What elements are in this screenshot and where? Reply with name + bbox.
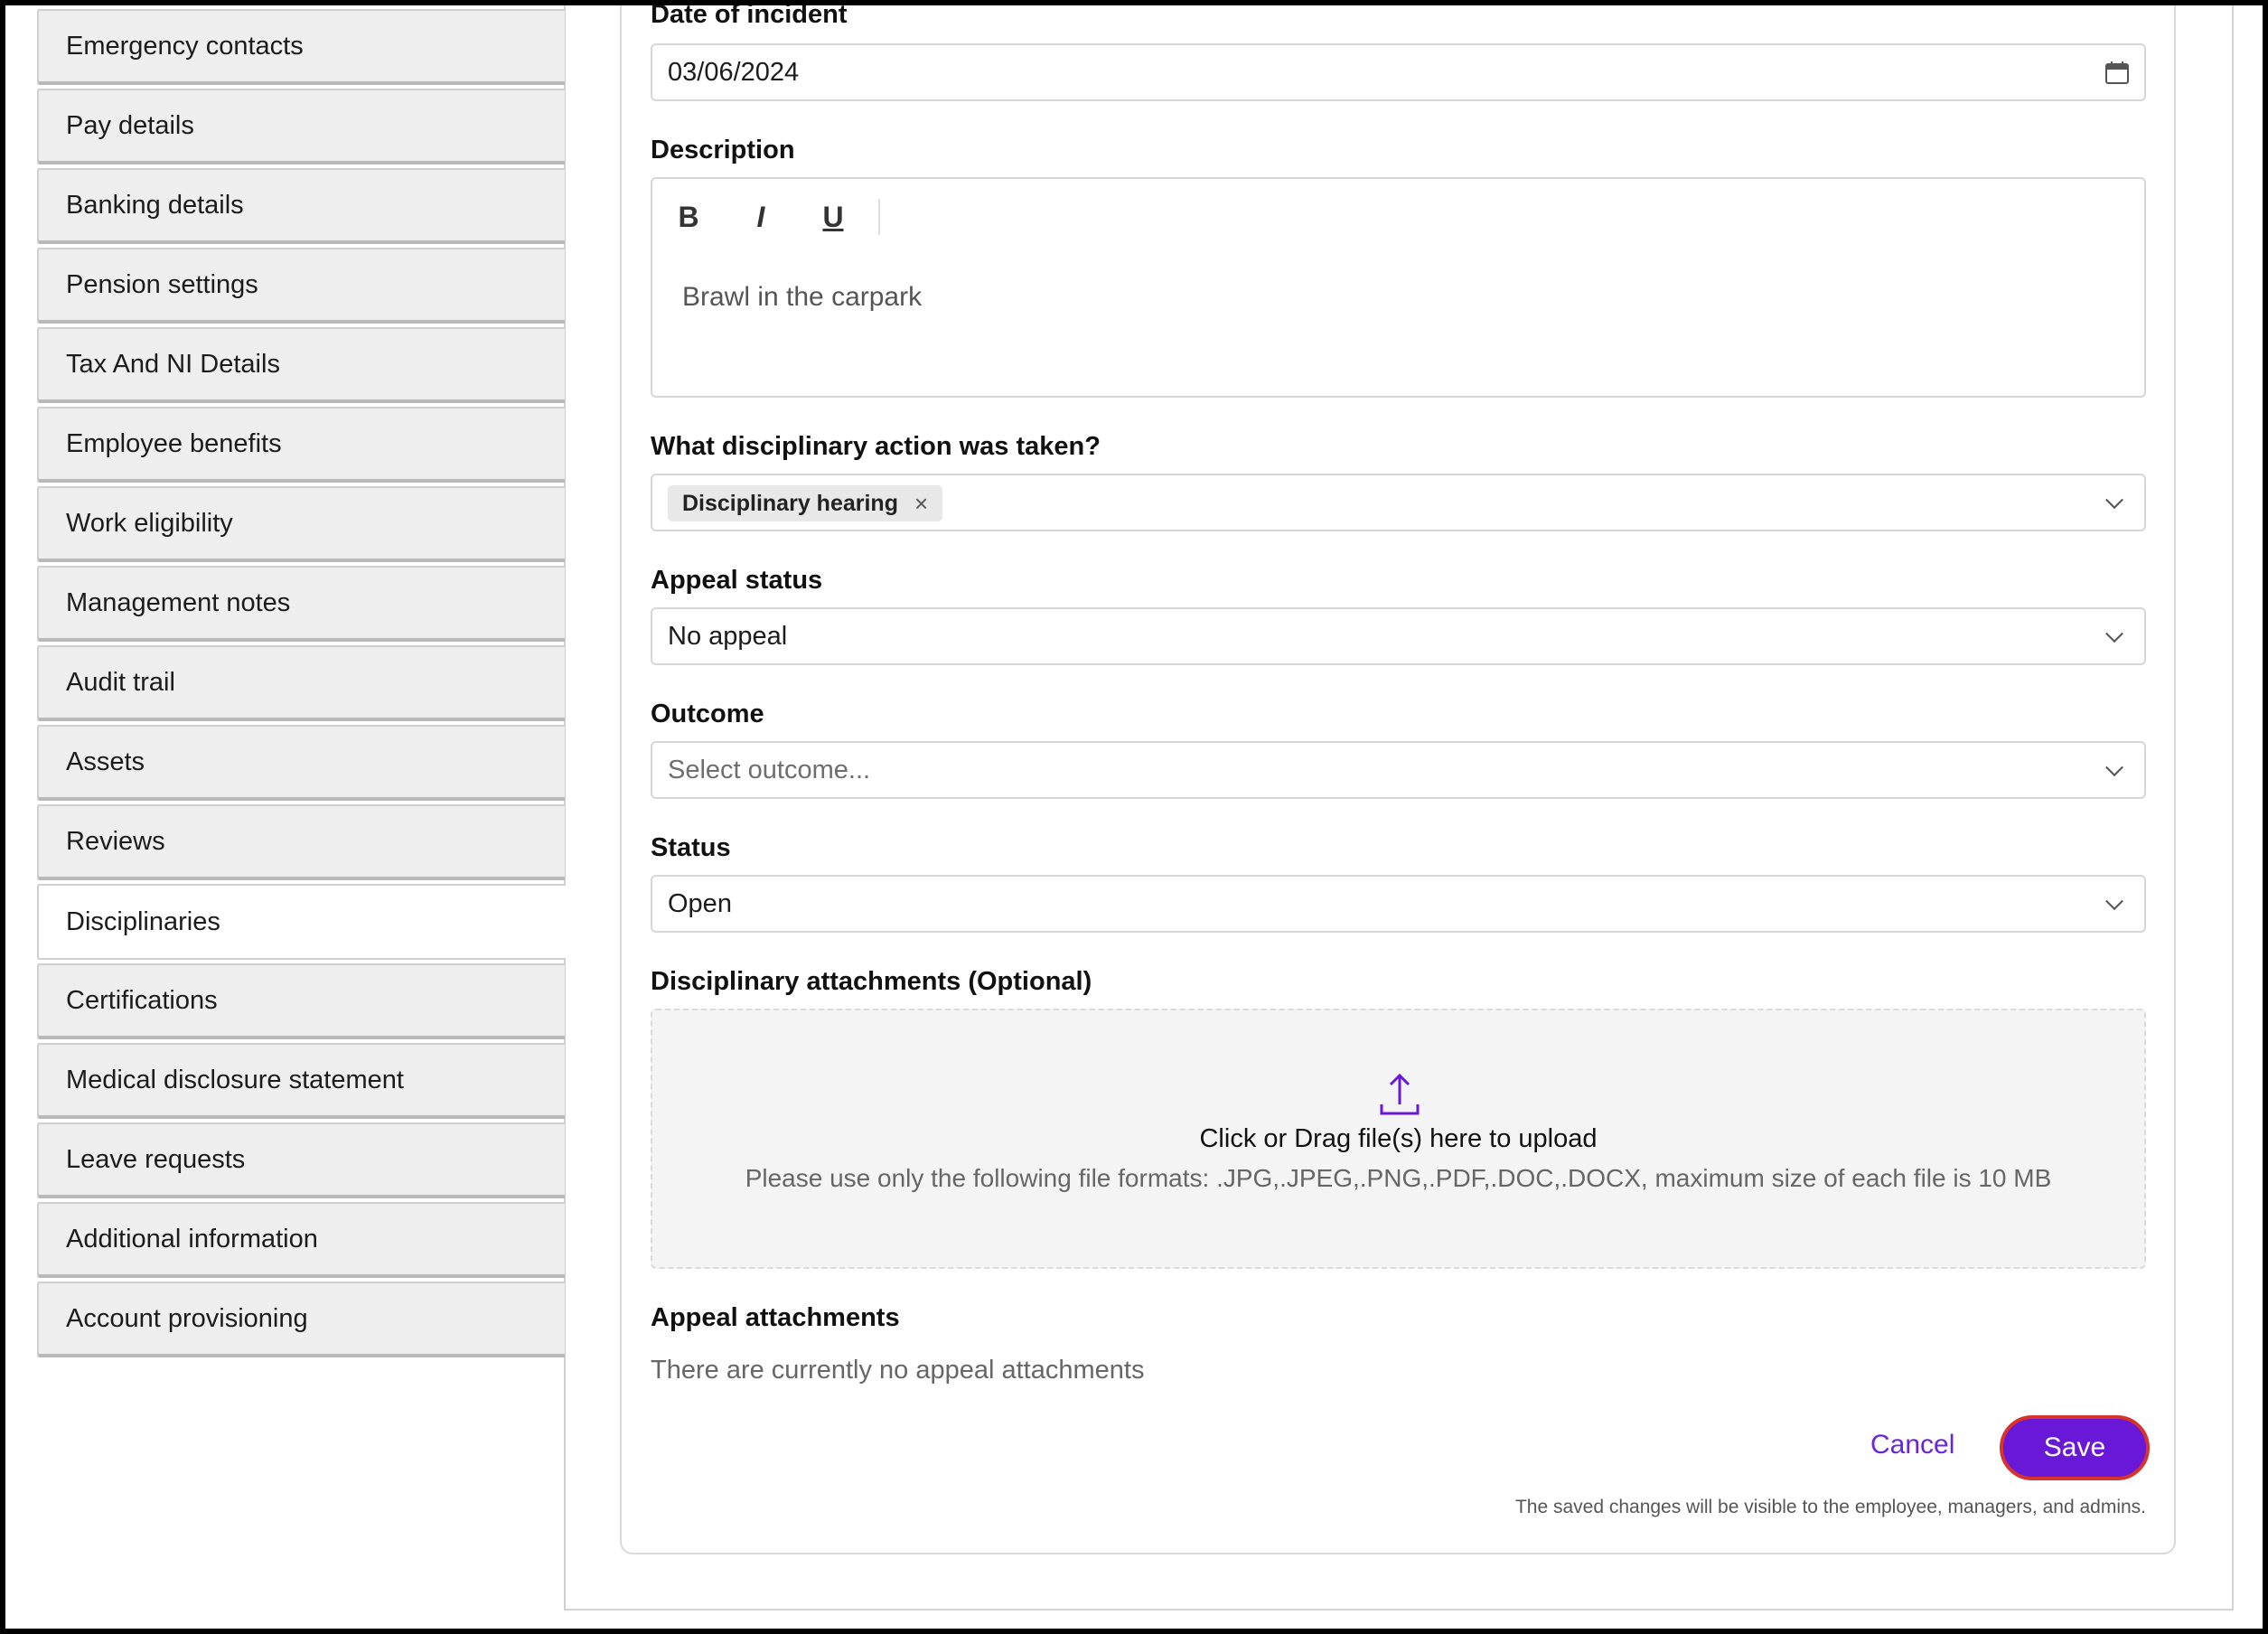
chevron-down-icon[interactable] — [2105, 624, 2123, 643]
sidebar-item-emergency-contacts[interactable]: Emergency contacts — [37, 9, 565, 85]
toolbar-separator — [878, 199, 880, 235]
upload-title: Click or Drag file(s) here to upload — [1199, 1124, 1598, 1153]
italic-button[interactable]: I — [756, 200, 765, 233]
status-label: Status — [651, 833, 731, 862]
chevron-down-icon[interactable] — [2105, 758, 2123, 776]
upload-hint: Please use only the following file formats: .JPG,.JPEG,.PNG,.PDF,.DOC,.DOCX, maximum size of each file is 10 MB — [745, 1164, 2052, 1192]
chip-remove-icon[interactable]: × — [914, 489, 929, 517]
appeal-status-value: No appeal — [668, 621, 788, 651]
date-of-incident-value: 03/06/2024 — [668, 57, 800, 87]
calendar-icon[interactable] — [2104, 60, 2130, 85]
cancel-button[interactable]: Cancel — [1870, 1430, 1955, 1460]
outcome-select[interactable] — [651, 741, 2146, 799]
date-of-incident-label: Date of incident — [651, 0, 848, 29]
description-editor[interactable] — [651, 177, 2146, 398]
status-value: Open — [668, 888, 732, 918]
sidebar-item-certifications[interactable]: Certifications — [37, 963, 565, 1039]
chip-label: Disciplinary hearing — [682, 490, 898, 516]
save-footnote: The saved changes will be visible to the employee, managers, and admins. — [1514, 1497, 2146, 1517]
file-upload-dropzone[interactable] — [651, 1009, 2146, 1269]
date-of-incident-input[interactable] — [651, 43, 2146, 101]
sidebar-item-pension-settings[interactable]: Pension settings — [37, 248, 565, 324]
appeal-attachments-empty-text: There are currently no appeal attachments — [651, 1356, 1145, 1385]
sidebar-item-disciplinaries[interactable]: Disciplinaries — [37, 884, 565, 960]
chevron-down-icon[interactable] — [2105, 892, 2123, 910]
save-button[interactable]: Save — [2000, 1415, 2150, 1480]
sidebar-item-leave-requests[interactable]: Leave requests — [37, 1122, 565, 1198]
upload-icon — [1379, 1072, 1420, 1117]
sidebar-item-reviews[interactable]: Reviews — [37, 804, 565, 880]
sidebar-item-additional-information[interactable]: Additional information — [37, 1202, 565, 1278]
description-text[interactable]: Brawl in the carpark — [682, 282, 923, 312]
sidebar-item-medical-disclosure-statement[interactable]: Medical disclosure statement — [37, 1043, 565, 1119]
sidebar-item-pay-details[interactable]: Pay details — [37, 89, 565, 164]
sidebar-item-employee-benefits[interactable]: Employee benefits — [37, 407, 565, 483]
bold-button[interactable]: B — [678, 200, 699, 233]
sidebar-item-audit-trail[interactable]: Audit trail — [37, 645, 565, 721]
underline-button[interactable]: U — [822, 200, 844, 233]
appeal-status-label: Appeal status — [651, 566, 823, 595]
appeal-attachments-label: Appeal attachments — [651, 1303, 900, 1332]
sidebar-item-account-provisioning[interactable]: Account provisioning — [37, 1282, 565, 1357]
sidebar-item-banking-details[interactable]: Banking details — [37, 168, 565, 244]
sidebar-item-work-eligibility[interactable]: Work eligibility — [37, 486, 565, 562]
disciplinary-action-label: What disciplinary action was taken? — [651, 432, 1101, 461]
sidebar-item-management-notes[interactable]: Management notes — [37, 566, 565, 642]
outcome-placeholder: Select outcome... — [668, 755, 871, 784]
status-select[interactable] — [651, 875, 2146, 933]
chevron-down-icon[interactable] — [2105, 491, 2123, 509]
selected-action-chip — [668, 485, 942, 521]
appeal-status-select[interactable] — [651, 607, 2146, 665]
sidebar-item-tax-and-ni-details[interactable]: Tax And NI Details — [37, 327, 565, 403]
outcome-label: Outcome — [651, 700, 764, 728]
disciplinary-action-select[interactable] — [651, 474, 2146, 531]
description-label: Description — [651, 136, 795, 164]
sidebar-item-assets[interactable]: Assets — [37, 725, 565, 801]
disciplinary-attachments-label: Disciplinary attachments (Optional) — [651, 967, 1092, 996]
